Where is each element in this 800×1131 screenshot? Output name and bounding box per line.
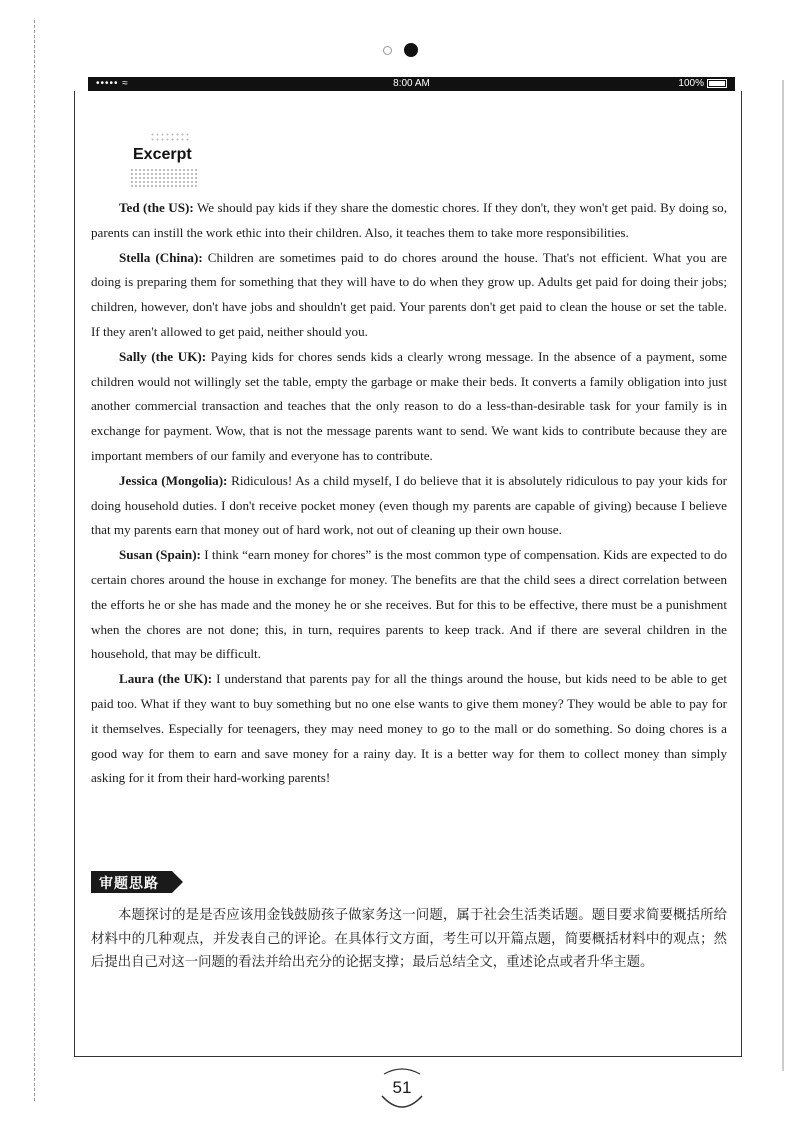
speaker-label: Susan (Spain): [119, 547, 201, 563]
speaker-label: Ted (the US): [119, 200, 194, 215]
analysis-body [91, 904, 727, 975]
status-bar [88, 77, 735, 91]
page-edge [782, 80, 784, 1071]
paragraph-text: I think “earn money for chores” is the most common type of compensation. Kids are expected to do certain chores around the house in exchange for money. The benefits are that the child sees a direct correlation between the efforts he or she has made and the money he or she receives. But for this to be effective, there must be a punishment when the chores are not done; this, in turn, requires parents to keep track. And if there are several children in the household, that may be difficult. [91, 547, 728, 662]
analysis-paragraph: 本题探讨的是是否应该用金钱鼓励孩子做家务这一问题，属于社会生活类话题。题目要求简要概括所给材料中的几种观点，并发表自己的评论。在具体行文方面，考生可以开篇点题，简要概括材料中的观点；然后提出自己对这一问题的看法并给出充分的论据支撑；最后总结全文，重述论点或者升华主题。 [91, 908, 727, 970]
paragraph-susan [91, 543, 727, 667]
paragraph-sally [91, 345, 727, 469]
paragraph-ted [91, 196, 727, 246]
excerpt-decoration-bottom [130, 168, 198, 188]
analysis-heading: 审题思路 [99, 876, 159, 892]
excerpt-title: Excerpt [133, 146, 192, 163]
camera-icon [404, 43, 418, 57]
page-number-badge [376, 1066, 428, 1110]
paragraph-stella [91, 246, 727, 345]
speaker-label: Laura (the UK): [119, 671, 213, 687]
battery-icon [707, 79, 727, 88]
speaker-label: Jessica (Mongolia): [119, 472, 228, 488]
analysis-heading-tag [91, 871, 185, 895]
excerpt-decoration-top [150, 132, 190, 142]
paragraph-laura [91, 667, 727, 791]
page-number: 51 [392, 1078, 412, 1097]
paragraph-text: We should pay kids if they share the domestic chores. If they don't, they won't get paid. By doing so, parents can instill the work ethic into their children. Also, it teaches them to take more responsibilities. [91, 200, 727, 240]
paragraph-text: Ridiculous! As a child myself, I do believe that it is absolutely ridiculous to pay your kids for doing household duties. I don't receive pocket money (even though my parents are capable of giving) because I believe that my parents earn that money out of hard work, not out of cleaning up their own house. [91, 472, 727, 538]
battery-percent: 100% [678, 78, 704, 89]
excerpt-body [91, 196, 727, 791]
paragraph-text: I understand that parents pay for all the things around the house, but kids need to be able to get paid too. What if they want to buy something but no one else wants to give them money? They would be able to pay for it themselves. Especially for teenagers, they may need money to go to the mall or do something. So doing chores is a good way for them to earn and save money for a rainy day. It is a better way for them to collect money than simply asking for it from their hard-working parents! [91, 671, 727, 786]
paragraph-text: Children are sometimes paid to do chores around the house. That's not efficient. What you are doing is preparing them for something that they will have to do when they grow up. Adults get paid for doing their jobs; children, however, don't have jobs and shouldn't get paid. Your parents don't get paid to clean the house or set the table. If they aren't allowed to get paid, neither should you. [91, 249, 727, 339]
sensor-icon [383, 46, 392, 55]
signal-indicator: ••••• ≈ [96, 78, 129, 89]
paragraph-jessica [91, 469, 727, 543]
speaker-label: Sally (the UK): [119, 348, 207, 364]
paragraph-text: Paying kids for chores sends kids a clearly wrong message. In the absence of a payment, some children would not willingly set the table, empty the garbage or make their beds. It converts a family obligation into just another commercial transaction and teaches that the only reason to do a less-than-desirable task for your family is in exchange for payment. Wow, that is not the message parents want to send. We want kids to contribute because they are important members of our family and everyone has to contribute. [91, 348, 727, 463]
binding-margin-line [34, 20, 35, 1101]
battery-indicator [678, 77, 727, 91]
status-time: 8:00 AM [393, 78, 430, 89]
speaker-label: Stella (China): [119, 249, 203, 265]
